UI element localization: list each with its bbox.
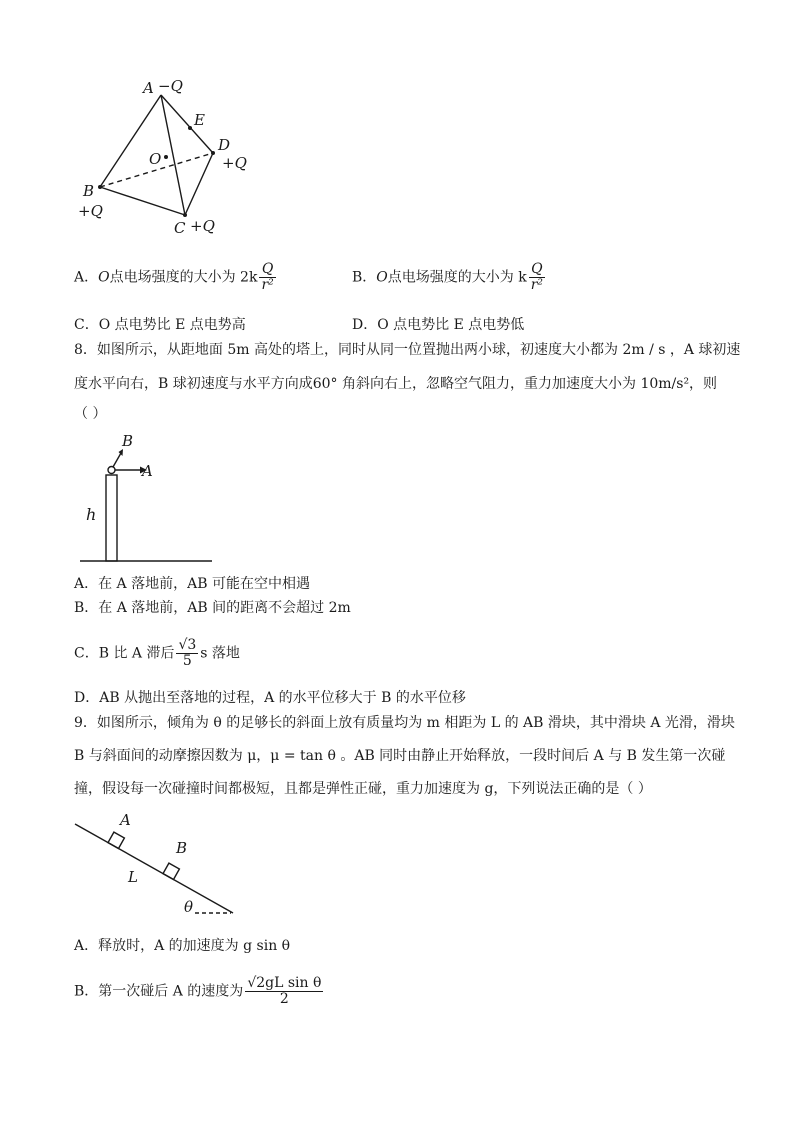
charge-d-label: +Q <box>222 154 247 172</box>
q9-option-a: A．释放时，A 的加速度为 g sin θ <box>74 938 291 954</box>
block-b-label: B <box>176 839 188 857</box>
q9-stem-line-3: 撞，假设每一次碰撞时间都极短，且都是弹性正碰，重力加速度为 g，下列说法正确的是（ ） <box>74 781 652 797</box>
fraction: $\frac{√3}{5}$ <box>178 637 197 669</box>
tower-figure <box>80 428 220 568</box>
center-o-label: O <box>149 150 162 168</box>
ball-a-label: A <box>142 462 153 480</box>
q7-option-a: A．O点电场强度的大小为 2k $\frac{Q}{\text{r²}}$ <box>74 261 274 293</box>
fraction: $\frac{Q}{\text{r²}}$ <box>530 261 544 293</box>
q8-option-c: C．B 比 A 滞后 $\frac{√3}{5}$ s 落地 <box>74 637 240 669</box>
q8-option-b: B．在 A 落地前，AB 间的距离不会超过 2m <box>74 600 351 616</box>
block-a-label: A <box>120 811 131 829</box>
incline-figure <box>70 805 250 915</box>
q8-option-d: D．AB 从抛出至落地的过程，A 的水平位移大于 B 的水平位移 <box>74 690 466 706</box>
q9-stem-line-2: B 与斜面间的动摩擦因数为 μ，μ = tan θ 。AB 同时由静止开始释放，一段时间后 A 与 B 发生第一次碰 <box>74 748 726 764</box>
vertex-a-label: A <box>143 79 154 97</box>
vertex-b-label: B <box>83 182 95 200</box>
tetrahedron-figure <box>70 70 270 240</box>
q8-stem-line-3: （ ） <box>74 406 107 422</box>
q7-option-c: C．O 点电势比 E 点电势高 <box>74 317 246 333</box>
q9-stem-line-1: 9．如图所示，倾角为 θ 的足够长的斜面上放有质量均为 m 相距为 L 的 AB 滑块，其中滑块 A 光滑，滑块 <box>74 715 735 731</box>
charge-a-label: −Q <box>158 77 183 95</box>
ball-b-label: B <box>122 432 134 450</box>
q8-stem-line-1: 8．如图所示，从距地面 5m 高处的塔上，同时从同一位置抛出两小球，初速度大小都为 2m / s ，A 球初速 <box>74 342 741 358</box>
q9-option-b: B．第一次碰后 A 的速度为 $\frac{\text{√2gL sin θ}}{2}$ <box>74 975 322 1007</box>
q8-option-a: A．在 A 落地前，AB 可能在空中相遇 <box>74 576 310 592</box>
charge-c-label: +Q <box>190 217 215 235</box>
charge-b-label: +Q <box>78 202 103 220</box>
q8-stem-line-2: 度水平向右，B 球初速度与水平方向成60° 角斜向右上，忽略空气阻力，重力加速度大小为 10m/s²，则 <box>74 376 718 392</box>
q7-option-b: B．O点电场强度的大小为 k $\frac{Q}{\text{r²}}$ <box>352 261 544 293</box>
distance-l-label: L <box>128 868 138 886</box>
point-e-label: E <box>194 111 205 129</box>
fraction: $\frac{\text{√2gL sin θ}}{2}$ <box>247 975 322 1007</box>
fraction: $\frac{Q}{\text{r²}}$ <box>261 261 274 293</box>
height-h-label: h <box>86 505 97 524</box>
angle-theta-label: θ <box>184 898 194 915</box>
vertex-d-label: D <box>218 136 231 154</box>
q7-option-d: D．O 点电势比 E 点电势低 <box>352 317 525 333</box>
vertex-c-label: C <box>174 219 186 237</box>
